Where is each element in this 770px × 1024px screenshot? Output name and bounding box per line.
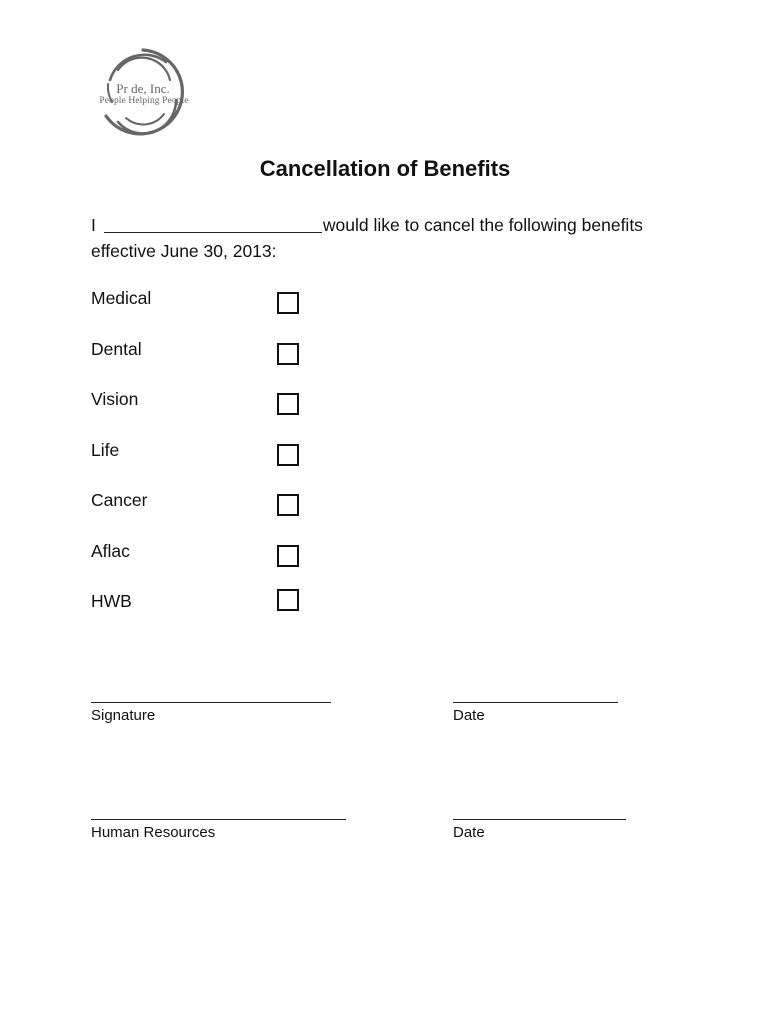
page-title: Cancellation of Benefits <box>259 156 511 181</box>
intro-effective-date: effective June 30, 2013: <box>91 241 277 261</box>
hwb-checkbox[interactable] <box>277 589 299 611</box>
hr-signature-label: Human Resources <box>91 824 216 841</box>
aflac-checkbox[interactable] <box>277 545 299 567</box>
logo-company-name: Pr de, Inc. <box>116 81 170 96</box>
benefit-label: HWB <box>91 591 132 611</box>
benefit-row-dental <box>91 337 351 388</box>
benefit-label: Aflac <box>91 540 130 561</box>
benefit-row-hwb <box>91 589 351 640</box>
life-checkbox[interactable] <box>277 444 299 466</box>
signature-label: Signature <box>91 707 156 724</box>
benefit-row-medical <box>91 286 351 337</box>
hr-signature-line[interactable] <box>91 819 346 820</box>
hr-date-label: Date <box>453 824 485 841</box>
benefit-row-life <box>91 438 351 489</box>
hr-date-line[interactable] <box>453 819 626 820</box>
intro-paragraph <box>91 212 701 264</box>
benefit-label: Cancer <box>91 490 148 510</box>
medical-checkbox[interactable] <box>277 292 299 314</box>
benefits-list <box>91 286 351 640</box>
dental-checkbox[interactable] <box>277 343 299 365</box>
benefit-row-aflac <box>91 539 351 590</box>
company-logo <box>88 40 198 140</box>
benefit-label: Life <box>91 439 120 460</box>
vision-checkbox[interactable] <box>277 393 299 415</box>
name-blank-field[interactable] <box>104 215 322 233</box>
intro-prefix: I <box>91 215 96 235</box>
cancer-checkbox[interactable] <box>277 494 299 516</box>
signature-line[interactable] <box>91 702 331 703</box>
benefit-row-cancer <box>91 488 351 539</box>
logo-tagline: People Helping People <box>99 96 189 106</box>
benefit-label: Dental <box>91 338 142 359</box>
benefit-label: Vision <box>91 389 139 409</box>
date-label: Date <box>453 707 485 724</box>
intro-suffix: would like to cancel the following benefits <box>322 215 643 235</box>
date-line[interactable] <box>453 702 618 703</box>
benefit-row-vision <box>91 387 351 438</box>
benefit-label: Medical <box>91 288 152 308</box>
